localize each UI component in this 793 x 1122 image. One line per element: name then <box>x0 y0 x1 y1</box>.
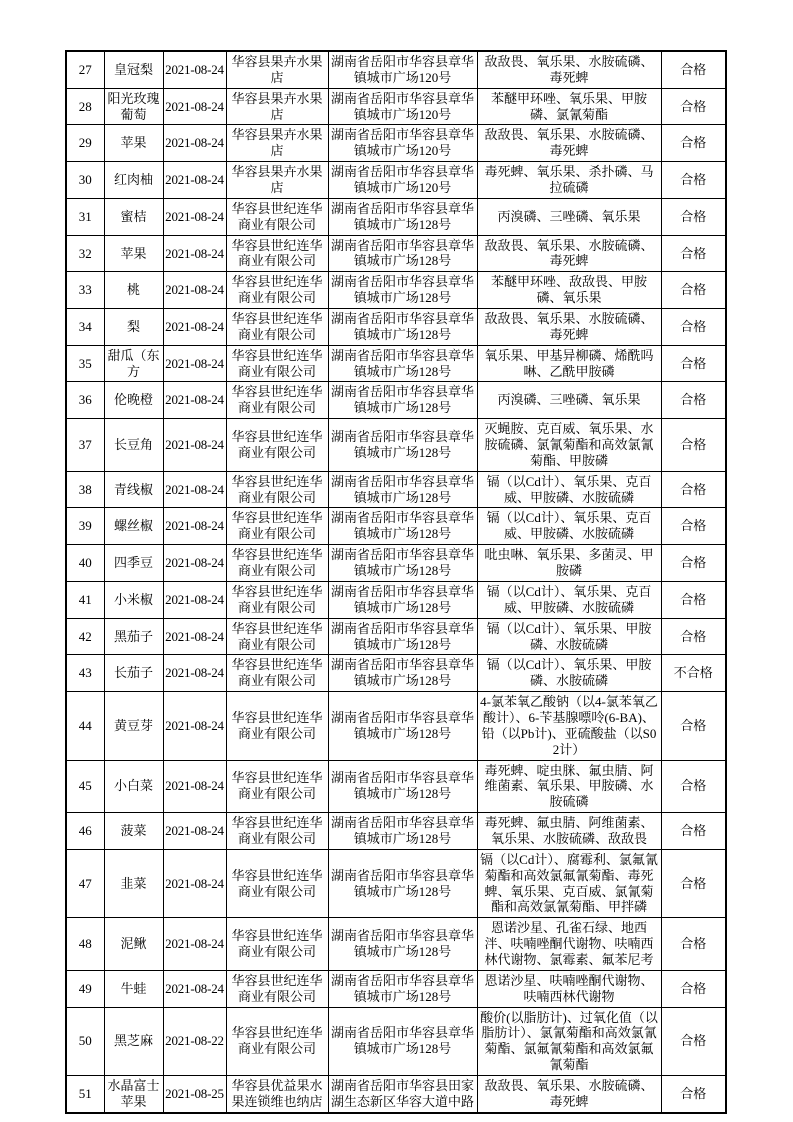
cell-producer-name: 华容县世纪连华商业有限公司 <box>226 309 328 346</box>
cell-sequence-number: 45 <box>66 760 104 813</box>
cell-sequence-number: 40 <box>66 545 104 582</box>
cell-sample-date: 2021-08-24 <box>163 970 226 1007</box>
cell-producer-address: 湖南省岳阳市华容县章华镇城市广场120号 <box>328 88 477 125</box>
cell-result: 合格 <box>661 88 726 125</box>
cell-sample-date: 2021-08-24 <box>163 471 226 508</box>
cell-product-name: 苹果 <box>104 235 163 272</box>
cell-test-items: 镉（以Cd计）、腐霉利、氯氟氰菊酯和高效氯氟氰菊酯、毒死蜱、氧乐果、克百威、氯氰菊酯和高效氯氰菊酯、甲拌磷 <box>477 849 661 917</box>
cell-result: 合格 <box>661 1007 726 1075</box>
cell-sample-date: 2021-08-24 <box>163 382 226 419</box>
table-body <box>66 51 726 1113</box>
cell-sample-date: 2021-08-24 <box>163 272 226 309</box>
cell-sequence-number: 33 <box>66 272 104 309</box>
cell-producer-address: 湖南省岳阳市华容县章华镇城市广场128号 <box>328 970 477 1007</box>
cell-producer-name: 华容县世纪连华商业有限公司 <box>226 1007 328 1075</box>
cell-product-name: 伦晚橙 <box>104 382 163 419</box>
cell-sample-date: 2021-08-25 <box>163 1075 226 1112</box>
cell-sequence-number: 35 <box>66 345 104 382</box>
cell-producer-address: 湖南省岳阳市华容县章华镇城市广场128号 <box>328 1007 477 1075</box>
cell-sequence-number: 32 <box>66 235 104 272</box>
cell-producer-name: 华容县世纪连华商业有限公司 <box>226 813 328 850</box>
cell-sample-date: 2021-08-24 <box>163 849 226 917</box>
cell-test-items: 4-氯苯氧乙酸钠（以4-氯苯氧乙酸计）、6-苄基腺嘌呤(6-BA)、铅（以Pb计)、亚硫酸盐（以S02计） <box>477 692 661 760</box>
cell-test-items: 敌敌畏、氧乐果、水胺硫磷、毒死蜱 <box>477 309 661 346</box>
cell-producer-name: 华容县果卉水果店 <box>226 125 328 162</box>
cell-result: 合格 <box>661 345 726 382</box>
table-row <box>66 309 726 346</box>
table-row <box>66 545 726 582</box>
cell-test-items: 镉（以Cd计）、氧乐果、克百威、甲胺磷、水胺硫磷 <box>477 581 661 618</box>
cell-producer-address: 湖南省岳阳市华容县章华镇城市广场120号 <box>328 162 477 199</box>
cell-result: 合格 <box>661 272 726 309</box>
cell-product-name: 蜜桔 <box>104 198 163 235</box>
cell-producer-address: 湖南省岳阳市华容县章华镇城市广场128号 <box>328 918 477 971</box>
cell-sequence-number: 49 <box>66 970 104 1007</box>
table-row <box>66 471 726 508</box>
table-row <box>66 235 726 272</box>
cell-product-name: 甜瓜（东方 <box>104 345 163 382</box>
cell-test-items: 镉（以Cd计）、氧乐果、甲胺磷、水胺硫磷 <box>477 655 661 692</box>
cell-test-items: 丙溴磷、三唑磷、氧乐果 <box>477 382 661 419</box>
cell-sequence-number: 34 <box>66 309 104 346</box>
cell-test-items: 镉（以Cd计）、氧乐果、克百威、甲胺磷、水胺硫磷 <box>477 471 661 508</box>
cell-sample-date: 2021-08-22 <box>163 1007 226 1075</box>
cell-product-name: 水晶富士苹果 <box>104 1075 163 1112</box>
cell-producer-address: 湖南省岳阳市华容县章华镇城市广场128号 <box>328 618 477 655</box>
cell-producer-name: 华容县世纪连华商业有限公司 <box>226 508 328 545</box>
cell-product-name: 长豆角 <box>104 419 163 472</box>
cell-sequence-number: 42 <box>66 618 104 655</box>
cell-result: 合格 <box>661 235 726 272</box>
cell-result: 合格 <box>661 125 726 162</box>
cell-result: 合格 <box>661 581 726 618</box>
table-row <box>66 345 726 382</box>
cell-producer-name: 华容县世纪连华商业有限公司 <box>226 655 328 692</box>
cell-test-items: 敌敌畏、氧乐果、水胺硫磷、毒死蜱 <box>477 235 661 272</box>
cell-product-name: 红肉柚 <box>104 162 163 199</box>
cell-producer-name: 华容县世纪连华商业有限公司 <box>226 581 328 618</box>
cell-producer-name: 华容县世纪连华商业有限公司 <box>226 471 328 508</box>
cell-result: 合格 <box>661 162 726 199</box>
cell-sequence-number: 28 <box>66 88 104 125</box>
cell-result: 合格 <box>661 309 726 346</box>
cell-product-name: 四季豆 <box>104 545 163 582</box>
cell-producer-address: 湖南省岳阳市华容县章华镇城市广场128号 <box>328 508 477 545</box>
cell-producer-address: 湖南省岳阳市华容县章华镇城市广场128号 <box>328 198 477 235</box>
cell-producer-address: 湖南省岳阳市华容县田家湖生态新区华容大道中路 <box>328 1075 477 1112</box>
cell-result: 合格 <box>661 813 726 850</box>
cell-product-name: 青线椒 <box>104 471 163 508</box>
table-row <box>66 970 726 1007</box>
cell-sample-date: 2021-08-24 <box>163 309 226 346</box>
cell-product-name: 皇冠梨 <box>104 51 163 88</box>
cell-producer-address: 湖南省岳阳市华容县章华镇城市广场128号 <box>328 760 477 813</box>
cell-sample-date: 2021-08-24 <box>163 545 226 582</box>
cell-product-name: 长茄子 <box>104 655 163 692</box>
cell-test-items: 灭蝇胺、克百威、氧乐果、水胺硫磷、氯氰菊酯和高效氯氰菊酯、甲胺磷 <box>477 419 661 472</box>
cell-producer-name: 华容县世纪连华商业有限公司 <box>226 760 328 813</box>
cell-result: 合格 <box>661 760 726 813</box>
table-row <box>66 198 726 235</box>
cell-product-name: 苹果 <box>104 125 163 162</box>
cell-producer-name: 华容县果卉水果店 <box>226 51 328 88</box>
cell-producer-address: 湖南省岳阳市华容县章华镇城市广场128号 <box>328 272 477 309</box>
table-row <box>66 88 726 125</box>
cell-result: 合格 <box>661 419 726 472</box>
table-row <box>66 1007 726 1075</box>
table-row <box>66 1075 726 1112</box>
cell-product-name: 阳光玫瑰葡萄 <box>104 88 163 125</box>
table-row <box>66 813 726 850</box>
cell-producer-address: 湖南省岳阳市华容县章华镇城市广场120号 <box>328 125 477 162</box>
cell-result: 合格 <box>661 51 726 88</box>
cell-sequence-number: 29 <box>66 125 104 162</box>
cell-result: 合格 <box>661 198 726 235</box>
cell-sequence-number: 46 <box>66 813 104 850</box>
cell-producer-address: 湖南省岳阳市华容县章华镇城市广场128号 <box>328 581 477 618</box>
cell-producer-name: 华容县优益果水果连锁维也纳店 <box>226 1075 328 1112</box>
cell-sequence-number: 30 <box>66 162 104 199</box>
cell-sequence-number: 43 <box>66 655 104 692</box>
cell-producer-address: 湖南省岳阳市华容县章华镇城市广场128号 <box>328 692 477 760</box>
cell-producer-name: 华容县果卉水果店 <box>226 162 328 199</box>
table-row <box>66 162 726 199</box>
cell-product-name: 黑茄子 <box>104 618 163 655</box>
cell-product-name: 梨 <box>104 309 163 346</box>
cell-test-items: 酸价(以脂肪计)、过氧化值（以脂肪计）、氯氰菊酯和高效氯氰菊酯、氯氟氰菊酯和高效氯氟氰菊酯 <box>477 1007 661 1075</box>
cell-product-name: 小白菜 <box>104 760 163 813</box>
table-row <box>66 849 726 917</box>
cell-sample-date: 2021-08-24 <box>163 760 226 813</box>
cell-sequence-number: 48 <box>66 918 104 971</box>
table-row <box>66 51 726 88</box>
cell-result: 合格 <box>661 970 726 1007</box>
cell-producer-name: 华容县世纪连华商业有限公司 <box>226 419 328 472</box>
cell-producer-name: 华容县世纪连华商业有限公司 <box>226 692 328 760</box>
table-row <box>66 760 726 813</box>
table-row <box>66 272 726 309</box>
cell-producer-address: 湖南省岳阳市华容县章华镇城市广场128号 <box>328 655 477 692</box>
cell-producer-address: 湖南省岳阳市华容县章华镇城市广场120号 <box>328 51 477 88</box>
table-row <box>66 508 726 545</box>
cell-sample-date: 2021-08-24 <box>163 198 226 235</box>
table-row <box>66 692 726 760</box>
cell-sample-date: 2021-08-24 <box>163 345 226 382</box>
cell-producer-name: 华容县世纪连华商业有限公司 <box>226 849 328 917</box>
cell-producer-name: 华容县世纪连华商业有限公司 <box>226 618 328 655</box>
cell-product-name: 牛蛙 <box>104 970 163 1007</box>
cell-sequence-number: 50 <box>66 1007 104 1075</box>
cell-producer-name: 华容县世纪连华商业有限公司 <box>226 382 328 419</box>
cell-result: 合格 <box>661 849 726 917</box>
cell-test-items: 敌敌畏、氧乐果、水胺硫磷、毒死蜱 <box>477 125 661 162</box>
table-row <box>66 918 726 971</box>
table-row <box>66 618 726 655</box>
cell-test-items: 敌敌畏、氧乐果、水胺硫磷、毒死蜱 <box>477 51 661 88</box>
cell-sample-date: 2021-08-24 <box>163 618 226 655</box>
cell-test-items: 苯醚甲环唑、敌敌畏、甲胺磷、氧乐果 <box>477 272 661 309</box>
table-row <box>66 581 726 618</box>
cell-producer-name: 华容县世纪连华商业有限公司 <box>226 345 328 382</box>
cell-test-items: 镉（以Cd计）、氧乐果、甲胺磷、水胺硫磷 <box>477 618 661 655</box>
cell-producer-address: 湖南省岳阳市华容县章华镇城市广场128号 <box>328 309 477 346</box>
cell-sequence-number: 37 <box>66 419 104 472</box>
table-row <box>66 419 726 472</box>
cell-result: 合格 <box>661 918 726 971</box>
cell-producer-name: 华容县世纪连华商业有限公司 <box>226 235 328 272</box>
cell-test-items: 丙溴磷、三唑磷、氧乐果 <box>477 198 661 235</box>
cell-product-name: 螺丝椒 <box>104 508 163 545</box>
cell-sequence-number: 47 <box>66 849 104 917</box>
cell-producer-name: 华容县世纪连华商业有限公司 <box>226 545 328 582</box>
cell-test-items: 镉（以Cd计）、氧乐果、克百威、甲胺磷、水胺硫磷 <box>477 508 661 545</box>
cell-result: 合格 <box>661 692 726 760</box>
cell-test-items: 吡虫啉、氧乐果、多菌灵、甲胺磷 <box>477 545 661 582</box>
cell-product-name: 菠菜 <box>104 813 163 850</box>
cell-sequence-number: 38 <box>66 471 104 508</box>
cell-sample-date: 2021-08-24 <box>163 918 226 971</box>
cell-product-name: 黑芝麻 <box>104 1007 163 1075</box>
cell-result: 合格 <box>661 545 726 582</box>
cell-product-name: 泥鳅 <box>104 918 163 971</box>
cell-producer-name: 华容县世纪连华商业有限公司 <box>226 918 328 971</box>
cell-test-items: 敌敌畏、氧乐果、水胺硫磷、毒死蜱 <box>477 1075 661 1112</box>
cell-sample-date: 2021-08-24 <box>163 162 226 199</box>
cell-sample-date: 2021-08-24 <box>163 419 226 472</box>
cell-product-name: 桃 <box>104 272 163 309</box>
table-row <box>66 655 726 692</box>
cell-producer-address: 湖南省岳阳市华容县章华镇城市广场128号 <box>328 419 477 472</box>
table-row <box>66 125 726 162</box>
cell-producer-address: 湖南省岳阳市华容县章华镇城市广场128号 <box>328 471 477 508</box>
cell-result: 不合格 <box>661 655 726 692</box>
cell-sample-date: 2021-08-24 <box>163 51 226 88</box>
cell-sample-date: 2021-08-24 <box>163 88 226 125</box>
cell-sequence-number: 36 <box>66 382 104 419</box>
cell-result: 合格 <box>661 618 726 655</box>
cell-sequence-number: 44 <box>66 692 104 760</box>
cell-producer-name: 华容县世纪连华商业有限公司 <box>226 970 328 1007</box>
cell-producer-address: 湖南省岳阳市华容县章华镇城市广场128号 <box>328 382 477 419</box>
cell-product-name: 黄豆芽 <box>104 692 163 760</box>
cell-test-items: 恩诺沙星、孔雀石绿、地西泮、呋喃唑酮代谢物、呋喃西林代谢物、氯霉素、氟苯尼考 <box>477 918 661 971</box>
cell-test-items: 苯醚甲环唑、氧乐果、甲胺磷、氯氰菊酯 <box>477 88 661 125</box>
cell-producer-address: 湖南省岳阳市华容县章华镇城市广场128号 <box>328 345 477 382</box>
cell-producer-address: 湖南省岳阳市华容县章华镇城市广场128号 <box>328 849 477 917</box>
cell-result: 合格 <box>661 508 726 545</box>
cell-test-items: 毒死蜱、氟虫腈、阿维菌素、氧乐果、水胺硫磷、敌敌畏 <box>477 813 661 850</box>
cell-sample-date: 2021-08-24 <box>163 581 226 618</box>
cell-sample-date: 2021-08-24 <box>163 692 226 760</box>
cell-producer-name: 华容县世纪连华商业有限公司 <box>226 272 328 309</box>
cell-result: 合格 <box>661 471 726 508</box>
cell-sample-date: 2021-08-24 <box>163 655 226 692</box>
cell-sample-date: 2021-08-24 <box>163 235 226 272</box>
cell-product-name: 小米椒 <box>104 581 163 618</box>
cell-producer-name: 华容县世纪连华商业有限公司 <box>226 198 328 235</box>
cell-result: 合格 <box>661 382 726 419</box>
cell-sample-date: 2021-08-24 <box>163 508 226 545</box>
cell-producer-address: 湖南省岳阳市华容县章华镇城市广场128号 <box>328 235 477 272</box>
cell-product-name: 韭菜 <box>104 849 163 917</box>
cell-sequence-number: 27 <box>66 51 104 88</box>
cell-producer-address: 湖南省岳阳市华容县章华镇城市广场128号 <box>328 545 477 582</box>
inspection-results-table <box>65 50 727 1114</box>
cell-producer-address: 湖南省岳阳市华容县章华镇城市广场128号 <box>328 813 477 850</box>
cell-sequence-number: 31 <box>66 198 104 235</box>
cell-sample-date: 2021-08-24 <box>163 813 226 850</box>
cell-result: 合格 <box>661 1075 726 1112</box>
cell-test-items: 氧乐果、甲基异柳磷、烯酰吗啉、乙酰甲胺磷 <box>477 345 661 382</box>
cell-test-items: 毒死蜱、啶虫脒、氟虫腈、阿维菌素、氧乐果、甲胺磷、水胺硫磷 <box>477 760 661 813</box>
cell-test-items: 恩诺沙星、呋喃唑酮代谢物、呋喃西林代谢物 <box>477 970 661 1007</box>
cell-sequence-number: 39 <box>66 508 104 545</box>
table-row <box>66 382 726 419</box>
cell-sequence-number: 41 <box>66 581 104 618</box>
cell-producer-name: 华容县果卉水果店 <box>226 88 328 125</box>
cell-sample-date: 2021-08-24 <box>163 125 226 162</box>
cell-test-items: 毒死蜱、氧乐果、杀扑磷、马拉硫磷 <box>477 162 661 199</box>
cell-sequence-number: 51 <box>66 1075 104 1112</box>
